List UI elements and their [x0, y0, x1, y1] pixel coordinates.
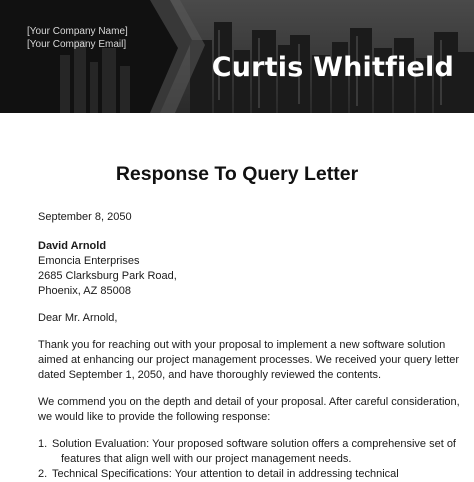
company-email: [Your Company Email]	[27, 39, 127, 50]
recipient-city: Phoenix, AZ 85008	[38, 285, 131, 297]
paragraph-2	[38, 395, 458, 425]
paragraph-line: dated September 1, 2050, and have thoroughly reviewed the contents.	[38, 369, 382, 381]
list-number: 1.	[38, 438, 48, 450]
letterhead-banner	[0, 0, 474, 113]
company-info	[27, 25, 128, 51]
list-line: Technical Specifications: Your attention to detail in addressing technical	[52, 468, 399, 480]
salutation: Dear Mr. Arnold,	[38, 312, 118, 324]
paragraph-line: Thank you for reaching out with your proposal to implement a new software solution	[38, 339, 446, 351]
recipient-company: Emoncia Enterprises	[38, 255, 140, 267]
paragraph-1	[38, 338, 458, 383]
paragraph-line: We commend you on the depth and detail of your proposal. After careful consideration,	[38, 396, 460, 408]
sender-name: Curtis Whitfield	[211, 52, 454, 83]
list-line: Solution Evaluation: Your proposed software solution offers a comprehensive set of	[52, 438, 456, 450]
recipient-street: 2685 Clarksburg Park Road,	[38, 270, 177, 282]
paragraph-line: aimed at enhancing our project management processes. We received your query letter	[38, 354, 460, 366]
list-item	[38, 437, 458, 467]
response-list	[38, 437, 458, 482]
letter-date: September 8, 2050	[38, 211, 132, 223]
company-name: [Your Company Name]	[27, 26, 128, 37]
recipient-block	[38, 239, 458, 299]
paragraph-line: we would like to provide the following response:	[38, 411, 271, 423]
recipient-name: David Arnold	[38, 240, 107, 252]
list-line: features that align well with our project management needs.	[61, 453, 352, 465]
list-item	[38, 467, 458, 482]
list-number: 2.	[38, 468, 48, 480]
letter-title: Response To Query Letter	[115, 163, 359, 185]
